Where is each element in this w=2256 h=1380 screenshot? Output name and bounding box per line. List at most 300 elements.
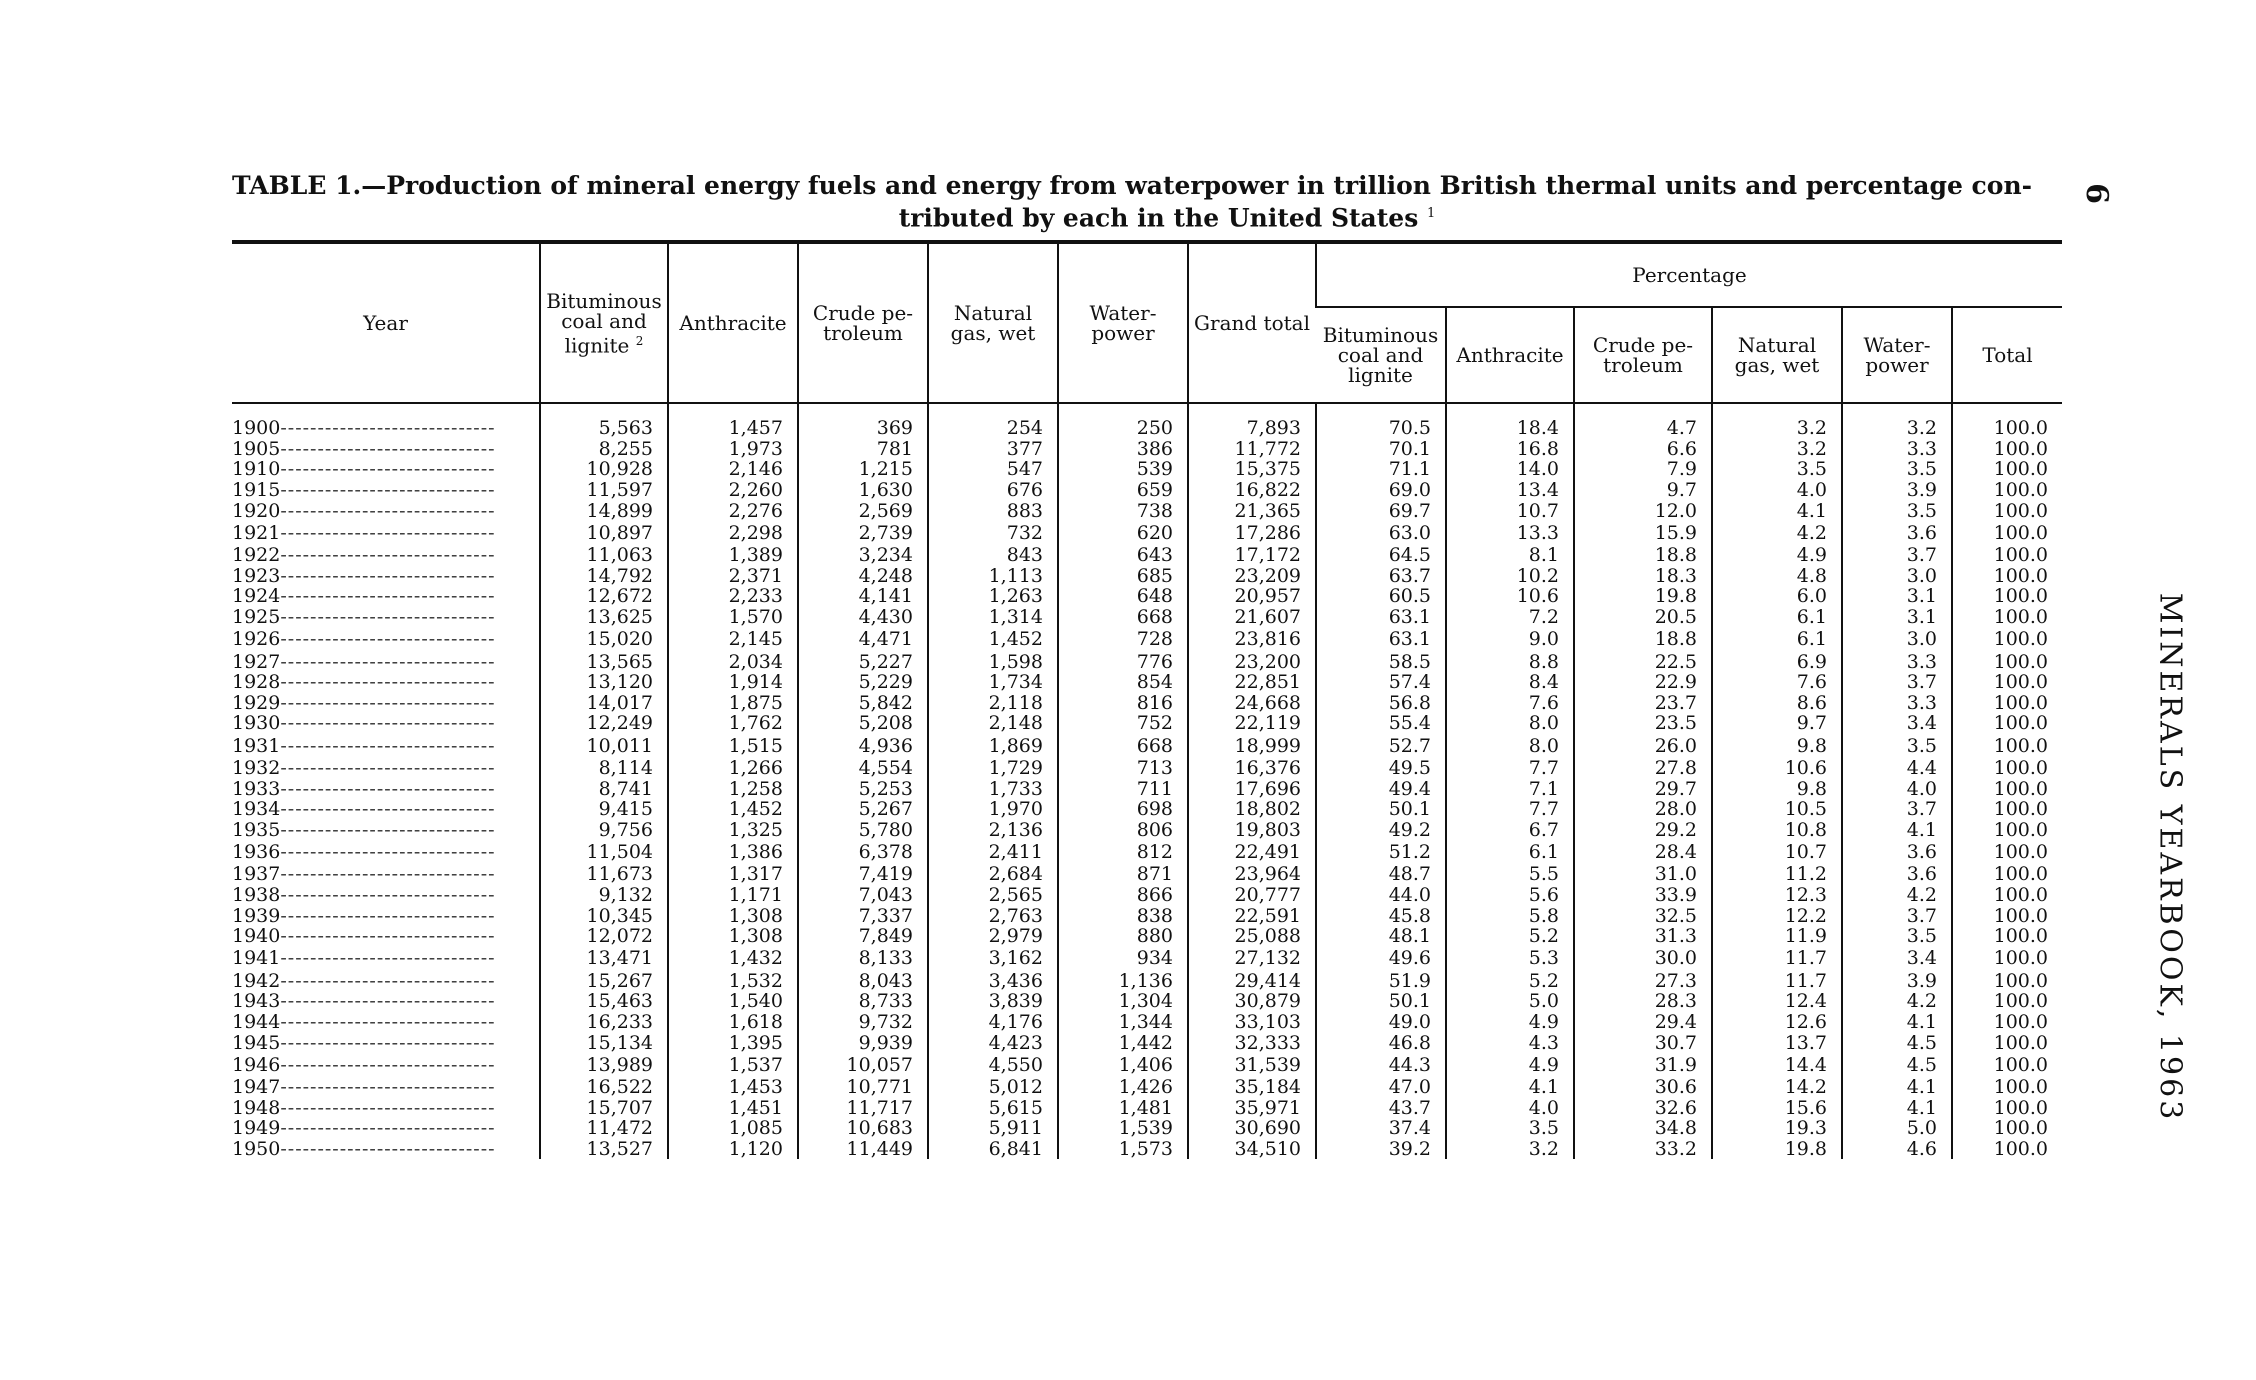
year-label: 1943 — [232, 990, 281, 1013]
dot-leader: ----------------------------- — [280, 734, 496, 757]
cell-pct-crude: 32.6 — [1574, 1097, 1712, 1118]
dot-leader: ----------------------------- — [280, 628, 496, 651]
cell-pct-natural-gas: 3.2 — [1712, 439, 1842, 460]
cell-pct-waterpower: 3.7 — [1842, 672, 1952, 693]
cell-crude: 4,141 — [798, 586, 928, 607]
cell-pct-total: 100.0 — [1952, 799, 2062, 820]
cell-anthracite: 1,266 — [668, 758, 798, 779]
dot-leader: ----------------------------- — [280, 458, 496, 481]
cell-pct-total: 100.0 — [1952, 758, 2062, 779]
cell-pct-anthracite: 4.9 — [1446, 1012, 1574, 1033]
cell-pct-waterpower: 5.0 — [1842, 1118, 1952, 1139]
cell-waterpower: 866 — [1058, 885, 1188, 906]
cell-pct-anthracite: 3.5 — [1446, 1118, 1574, 1139]
cell-year — [232, 946, 540, 970]
year-label: 1942 — [232, 969, 281, 992]
cell-year — [232, 799, 540, 820]
cell-crude: 2,739 — [798, 521, 928, 545]
cell-pct-natural-gas: 8.6 — [1712, 693, 1842, 714]
cell-year — [232, 651, 540, 672]
year-label: 1935 — [232, 818, 281, 841]
table-row — [232, 459, 2062, 480]
running-head: MINERALS YEARBOOK, 1963 — [2152, 592, 2188, 1123]
cell-grand-total: 23,209 — [1188, 566, 1316, 587]
table-body — [232, 403, 2062, 1159]
cell-pct-anthracite: 18.4 — [1446, 403, 1574, 439]
table-row — [232, 713, 2062, 734]
cell-waterpower: 752 — [1058, 713, 1188, 734]
cell-grand-total: 29,414 — [1188, 970, 1316, 991]
cell-crude: 5,253 — [798, 778, 928, 799]
cell-waterpower: 659 — [1058, 480, 1188, 501]
dot-leader: ----------------------------- — [280, 969, 496, 992]
cell-pct-anthracite: 6.7 — [1446, 820, 1574, 841]
table-row — [232, 672, 2062, 693]
cell-pct-anthracite: 8.4 — [1446, 672, 1574, 693]
year-label: 1905 — [232, 437, 281, 460]
cell-natural-gas: 6,841 — [928, 1139, 1058, 1160]
header-bituminous-mark: 2 — [635, 333, 644, 348]
cell-grand-total: 22,591 — [1188, 905, 1316, 926]
cell-pct-natural-gas: 13.7 — [1712, 1032, 1842, 1053]
title-line-2-text: tributed by each in the United States — [898, 203, 1419, 233]
cell-bituminous: 14,017 — [540, 693, 668, 714]
cell-pct-crude: 29.2 — [1574, 820, 1712, 841]
cell-pct-natural-gas: 12.4 — [1712, 991, 1842, 1012]
cell-pct-bituminous: 47.0 — [1316, 1077, 1446, 1098]
cell-anthracite: 2,260 — [668, 480, 798, 501]
cell-grand-total: 33,103 — [1188, 1012, 1316, 1033]
cell-pct-bituminous: 52.7 — [1316, 734, 1446, 758]
table-row — [232, 1053, 2062, 1077]
dot-leader: ----------------------------- — [280, 712, 496, 735]
cell-pct-natural-gas: 14.4 — [1712, 1053, 1842, 1077]
cell-pct-natural-gas: 6.1 — [1712, 607, 1842, 628]
table-row — [232, 521, 2062, 545]
cell-pct-total: 100.0 — [1952, 1077, 2062, 1098]
cell-pct-total: 100.0 — [1952, 946, 2062, 970]
table-row — [232, 864, 2062, 885]
cell-crude: 5,842 — [798, 693, 928, 714]
cell-pct-waterpower: 3.4 — [1842, 713, 1952, 734]
cell-pct-crude: 18.3 — [1574, 566, 1712, 587]
cell-pct-anthracite: 4.0 — [1446, 1097, 1574, 1118]
cell-pct-bituminous: 57.4 — [1316, 672, 1446, 693]
title-line-1: TABLE 1.—Production of mineral energy fuels and energy from waterpower in trillion British thermal units and percentage con- — [232, 171, 2032, 200]
table-row — [232, 627, 2062, 651]
header-anthracite: Anthracite — [668, 242, 798, 403]
cell-waterpower: 812 — [1058, 840, 1188, 864]
cell-year — [232, 1077, 540, 1098]
cell-year — [232, 905, 540, 926]
cell-pct-natural-gas: 9.8 — [1712, 734, 1842, 758]
cell-pct-total: 100.0 — [1952, 926, 2062, 947]
cell-pct-crude: 23.7 — [1574, 693, 1712, 714]
cell-pct-total: 100.0 — [1952, 403, 2062, 439]
cell-anthracite: 1,258 — [668, 778, 798, 799]
header-bituminous-text: Bituminous coal and lignite — [546, 288, 662, 358]
table-container — [232, 240, 2062, 1159]
cell-crude: 11,717 — [798, 1097, 928, 1118]
cell-pct-anthracite: 13.4 — [1446, 480, 1574, 501]
cell-pct-anthracite: 10.2 — [1446, 566, 1574, 587]
cell-pct-waterpower: 3.7 — [1842, 545, 1952, 566]
cell-pct-crude: 9.7 — [1574, 480, 1712, 501]
cell-pct-bituminous: 63.0 — [1316, 521, 1446, 545]
year-label: 1934 — [232, 798, 281, 821]
cell-year — [232, 607, 540, 628]
year-label: 1930 — [232, 712, 281, 735]
cell-year — [232, 1118, 540, 1139]
cell-crude: 4,248 — [798, 566, 928, 587]
cell-pct-crude: 28.4 — [1574, 840, 1712, 864]
cell-year — [232, 627, 540, 651]
cell-natural-gas: 3,436 — [928, 970, 1058, 991]
cell-waterpower: 1,136 — [1058, 970, 1188, 991]
table-row — [232, 970, 2062, 991]
cell-waterpower: 1,304 — [1058, 991, 1188, 1012]
title-line-2 — [232, 200, 2062, 232]
cell-natural-gas: 732 — [928, 521, 1058, 545]
cell-crude: 11,449 — [798, 1139, 928, 1160]
year-label: 1946 — [232, 1053, 281, 1076]
cell-pct-crude: 30.0 — [1574, 946, 1712, 970]
cell-natural-gas: 3,162 — [928, 946, 1058, 970]
cell-waterpower: 685 — [1058, 566, 1188, 587]
cell-pct-waterpower: 3.1 — [1842, 607, 1952, 628]
cell-year — [232, 840, 540, 864]
cell-pct-natural-gas: 12.2 — [1712, 905, 1842, 926]
cell-crude: 5,780 — [798, 820, 928, 841]
cell-grand-total: 20,957 — [1188, 586, 1316, 607]
year-label: 1947 — [232, 1076, 281, 1099]
cell-pct-waterpower: 4.5 — [1842, 1053, 1952, 1077]
cell-pct-bituminous: 58.5 — [1316, 651, 1446, 672]
cell-bituminous: 14,792 — [540, 566, 668, 587]
cell-bituminous: 10,345 — [540, 905, 668, 926]
cell-waterpower: 776 — [1058, 651, 1188, 672]
cell-waterpower: 648 — [1058, 586, 1188, 607]
cell-grand-total: 18,999 — [1188, 734, 1316, 758]
cell-pct-crude: 31.0 — [1574, 864, 1712, 885]
cell-anthracite: 1,085 — [668, 1118, 798, 1139]
cell-pct-natural-gas: 11.7 — [1712, 946, 1842, 970]
cell-natural-gas: 2,979 — [928, 926, 1058, 947]
cell-pct-bituminous: 60.5 — [1316, 586, 1446, 607]
dot-leader: ----------------------------- — [280, 691, 496, 714]
cell-year — [232, 1012, 540, 1033]
cell-natural-gas: 2,565 — [928, 885, 1058, 906]
cell-pct-anthracite: 8.0 — [1446, 713, 1574, 734]
cell-pct-bituminous: 44.0 — [1316, 885, 1446, 906]
cell-pct-anthracite: 3.2 — [1446, 1139, 1574, 1160]
cell-pct-total: 100.0 — [1952, 864, 2062, 885]
cell-anthracite: 1,875 — [668, 693, 798, 714]
cell-pct-anthracite: 10.7 — [1446, 500, 1574, 521]
cell-grand-total: 17,286 — [1188, 521, 1316, 545]
table-title — [232, 172, 2062, 232]
dot-leader: ----------------------------- — [280, 585, 496, 608]
cell-bituminous: 10,897 — [540, 521, 668, 545]
cell-pct-natural-gas: 11.9 — [1712, 926, 1842, 947]
cell-crude: 4,430 — [798, 607, 928, 628]
cell-pct-crude: 12.0 — [1574, 500, 1712, 521]
cell-pct-crude: 29.7 — [1574, 778, 1712, 799]
cell-bituminous: 11,597 — [540, 480, 668, 501]
cell-pct-crude: 19.8 — [1574, 586, 1712, 607]
year-label: 1915 — [232, 479, 281, 502]
cell-waterpower: 934 — [1058, 946, 1188, 970]
cell-pct-waterpower: 3.6 — [1842, 521, 1952, 545]
cell-bituminous: 13,471 — [540, 946, 668, 970]
cell-grand-total: 19,803 — [1188, 820, 1316, 841]
year-label: 1950 — [232, 1137, 281, 1160]
cell-pct-crude: 22.5 — [1574, 651, 1712, 672]
cell-year — [232, 1139, 540, 1160]
energy-production-table — [232, 240, 2062, 1159]
dot-leader: ----------------------------- — [280, 544, 496, 567]
dot-leader: ----------------------------- — [280, 883, 496, 906]
cell-year — [232, 1032, 540, 1053]
dot-leader: ----------------------------- — [280, 1096, 496, 1119]
cell-pct-total: 100.0 — [1952, 672, 2062, 693]
cell-pct-waterpower: 3.2 — [1842, 403, 1952, 439]
cell-anthracite: 1,386 — [668, 840, 798, 864]
cell-bituminous: 9,132 — [540, 885, 668, 906]
cell-bituminous: 14,899 — [540, 500, 668, 521]
cell-crude: 5,229 — [798, 672, 928, 693]
cell-grand-total: 17,696 — [1188, 778, 1316, 799]
dot-leader: ----------------------------- — [280, 521, 496, 544]
cell-anthracite: 2,371 — [668, 566, 798, 587]
table-row — [232, 820, 2062, 841]
cell-year — [232, 758, 540, 779]
cell-grand-total: 15,375 — [1188, 459, 1316, 480]
cell-pct-natural-gas: 4.2 — [1712, 521, 1842, 545]
cell-grand-total: 24,668 — [1188, 693, 1316, 714]
dot-leader: ----------------------------- — [280, 925, 496, 948]
cell-grand-total: 27,132 — [1188, 946, 1316, 970]
cell-anthracite: 2,276 — [668, 500, 798, 521]
cell-bituminous: 8,741 — [540, 778, 668, 799]
cell-pct-anthracite: 16.8 — [1446, 439, 1574, 460]
cell-pct-crude: 31.9 — [1574, 1053, 1712, 1077]
cell-bituminous: 12,672 — [540, 586, 668, 607]
cell-pct-natural-gas: 11.7 — [1712, 970, 1842, 991]
cell-natural-gas: 1,263 — [928, 586, 1058, 607]
cell-pct-total: 100.0 — [1952, 885, 2062, 906]
dot-leader: ----------------------------- — [280, 417, 496, 440]
table-row — [232, 586, 2062, 607]
cell-year — [232, 439, 540, 460]
cell-waterpower: 539 — [1058, 459, 1188, 480]
dot-leader: ----------------------------- — [280, 499, 496, 522]
cell-pct-bituminous: 69.0 — [1316, 480, 1446, 501]
cell-pct-anthracite: 13.3 — [1446, 521, 1574, 545]
cell-pct-crude: 27.3 — [1574, 970, 1712, 991]
cell-bituminous: 13,120 — [540, 672, 668, 693]
cell-bituminous: 5,563 — [540, 403, 668, 439]
cell-pct-crude: 28.3 — [1574, 991, 1712, 1012]
cell-bituminous: 13,989 — [540, 1053, 668, 1077]
cell-natural-gas: 547 — [928, 459, 1058, 480]
cell-grand-total: 11,772 — [1188, 439, 1316, 460]
cell-crude: 5,227 — [798, 651, 928, 672]
cell-pct-natural-gas: 11.2 — [1712, 864, 1842, 885]
cell-pct-waterpower: 3.0 — [1842, 566, 1952, 587]
cell-pct-crude: 28.0 — [1574, 799, 1712, 820]
cell-year — [232, 459, 540, 480]
dot-leader: ----------------------------- — [280, 1137, 496, 1160]
year-label: 1933 — [232, 777, 281, 800]
cell-natural-gas: 1,869 — [928, 734, 1058, 758]
cell-anthracite: 1,120 — [668, 1139, 798, 1160]
dot-leader: ----------------------------- — [280, 777, 496, 800]
cell-crude: 4,554 — [798, 758, 928, 779]
cell-natural-gas: 3,839 — [928, 991, 1058, 1012]
cell-natural-gas: 2,118 — [928, 693, 1058, 714]
cell-natural-gas: 4,550 — [928, 1053, 1058, 1077]
cell-pct-anthracite: 5.3 — [1446, 946, 1574, 970]
cell-pct-waterpower: 4.6 — [1842, 1139, 1952, 1160]
cell-pct-crude: 26.0 — [1574, 734, 1712, 758]
cell-pct-total: 100.0 — [1952, 1097, 2062, 1118]
cell-grand-total: 32,333 — [1188, 1032, 1316, 1053]
cell-year — [232, 1053, 540, 1077]
cell-waterpower: 1,426 — [1058, 1077, 1188, 1098]
cell-year — [232, 566, 540, 587]
cell-bituminous: 15,267 — [540, 970, 668, 991]
cell-pct-waterpower: 3.7 — [1842, 799, 1952, 820]
year-label: 1929 — [232, 691, 281, 714]
table-row — [232, 840, 2062, 864]
year-label: 1949 — [232, 1117, 281, 1140]
dot-leader: ----------------------------- — [280, 437, 496, 460]
cell-pct-bituminous: 64.5 — [1316, 545, 1446, 566]
cell-pct-waterpower: 3.5 — [1842, 500, 1952, 521]
cell-anthracite: 1,171 — [668, 885, 798, 906]
year-label: 1931 — [232, 734, 281, 757]
table-row — [232, 778, 2062, 799]
dot-leader: ----------------------------- — [280, 818, 496, 841]
cell-natural-gas: 4,176 — [928, 1012, 1058, 1033]
cell-pct-natural-gas: 9.7 — [1712, 713, 1842, 734]
cell-grand-total: 35,971 — [1188, 1097, 1316, 1118]
cell-crude: 781 — [798, 439, 928, 460]
cell-bituminous: 15,134 — [540, 1032, 668, 1053]
cell-year — [232, 403, 540, 439]
cell-waterpower: 816 — [1058, 693, 1188, 714]
cell-pct-natural-gas: 7.6 — [1712, 672, 1842, 693]
cell-year — [232, 500, 540, 521]
header-crude: Crude pe- troleum — [798, 242, 928, 403]
cell-pct-waterpower: 3.3 — [1842, 651, 1952, 672]
cell-pct-crude: 20.5 — [1574, 607, 1712, 628]
cell-pct-natural-gas: 3.5 — [1712, 459, 1842, 480]
cell-anthracite: 1,389 — [668, 545, 798, 566]
cell-year — [232, 778, 540, 799]
cell-crude: 5,208 — [798, 713, 928, 734]
cell-anthracite: 1,762 — [668, 713, 798, 734]
cell-crude: 8,043 — [798, 970, 928, 991]
cell-bituminous: 13,527 — [540, 1139, 668, 1160]
cell-natural-gas: 1,452 — [928, 627, 1058, 651]
cell-pct-crude: 32.5 — [1574, 905, 1712, 926]
cell-pct-anthracite: 7.6 — [1446, 693, 1574, 714]
cell-pct-total: 100.0 — [1952, 778, 2062, 799]
cell-crude: 7,337 — [798, 905, 928, 926]
cell-pct-natural-gas: 4.0 — [1712, 480, 1842, 501]
cell-waterpower: 711 — [1058, 778, 1188, 799]
table-row — [232, 1118, 2062, 1139]
year-label: 1941 — [232, 947, 281, 970]
cell-pct-natural-gas: 6.0 — [1712, 586, 1842, 607]
cell-year — [232, 672, 540, 693]
cell-anthracite: 1,515 — [668, 734, 798, 758]
year-label: 1927 — [232, 650, 281, 673]
cell-bituminous: 9,756 — [540, 820, 668, 841]
dot-leader: ----------------------------- — [280, 671, 496, 694]
table-row — [232, 607, 2062, 628]
cell-pct-anthracite: 14.0 — [1446, 459, 1574, 480]
cell-pct-natural-gas: 10.7 — [1712, 840, 1842, 864]
year-label: 1936 — [232, 841, 281, 864]
header-grand-total: Grand total — [1188, 242, 1316, 403]
table-row — [232, 500, 2062, 521]
cell-crude: 2,569 — [798, 500, 928, 521]
cell-pct-waterpower: 3.9 — [1842, 480, 1952, 501]
cell-pct-bituminous: 49.6 — [1316, 946, 1446, 970]
header-natural-gas: Natural gas, wet — [928, 242, 1058, 403]
cell-pct-total: 100.0 — [1952, 500, 2062, 521]
cell-pct-crude: 29.4 — [1574, 1012, 1712, 1033]
cell-anthracite: 1,973 — [668, 439, 798, 460]
cell-pct-natural-gas: 10.6 — [1712, 758, 1842, 779]
cell-bituminous: 11,504 — [540, 840, 668, 864]
cell-grand-total: 18,802 — [1188, 799, 1316, 820]
cell-pct-bituminous: 55.4 — [1316, 713, 1446, 734]
cell-crude: 4,471 — [798, 627, 928, 651]
cell-bituminous: 11,063 — [540, 545, 668, 566]
cell-grand-total: 22,119 — [1188, 713, 1316, 734]
cell-bituminous: 11,673 — [540, 864, 668, 885]
cell-natural-gas: 254 — [928, 403, 1058, 439]
cell-year — [232, 480, 540, 501]
cell-natural-gas: 5,911 — [928, 1118, 1058, 1139]
cell-crude: 1,215 — [798, 459, 928, 480]
dot-leader: ----------------------------- — [280, 1031, 496, 1054]
cell-natural-gas: 1,733 — [928, 778, 1058, 799]
header-pct-total: Total — [1952, 307, 2062, 403]
cell-pct-crude: 23.5 — [1574, 713, 1712, 734]
cell-grand-total: 23,200 — [1188, 651, 1316, 672]
cell-bituminous: 12,249 — [540, 713, 668, 734]
cell-natural-gas: 1,970 — [928, 799, 1058, 820]
cell-crude: 10,057 — [798, 1053, 928, 1077]
header-percentage: Percentage — [1316, 242, 2062, 307]
cell-crude: 7,419 — [798, 864, 928, 885]
cell-year — [232, 926, 540, 947]
year-label: 1926 — [232, 628, 281, 651]
cell-crude: 4,936 — [798, 734, 928, 758]
cell-natural-gas: 2,763 — [928, 905, 1058, 926]
cell-waterpower: 854 — [1058, 672, 1188, 693]
cell-anthracite: 1,308 — [668, 926, 798, 947]
cell-pct-total: 100.0 — [1952, 713, 2062, 734]
cell-year — [232, 693, 540, 714]
header-pct-crude: Crude pe- troleum — [1574, 307, 1712, 403]
cell-natural-gas: 1,734 — [928, 672, 1058, 693]
